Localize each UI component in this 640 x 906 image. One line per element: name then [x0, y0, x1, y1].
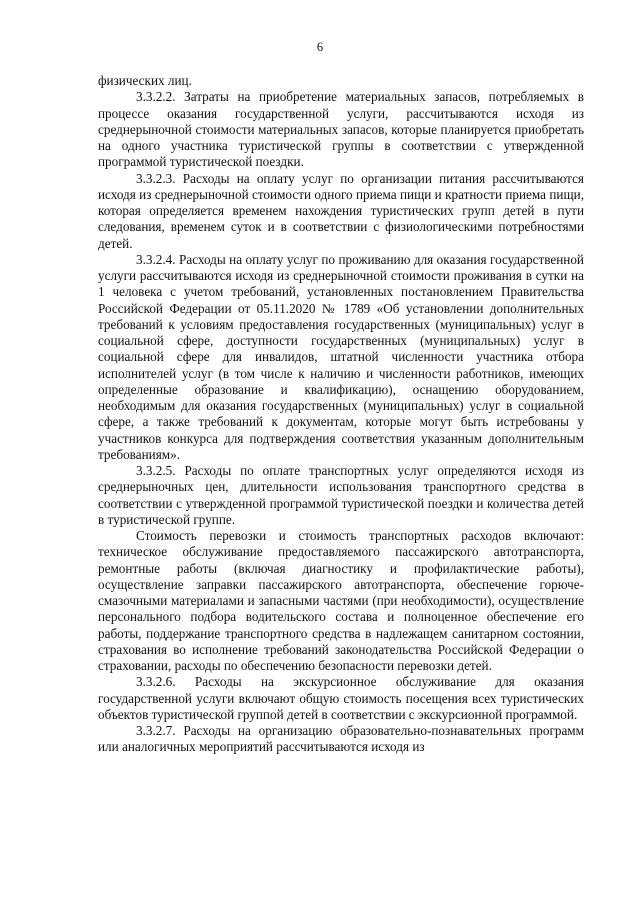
paragraph-3-3-2-2: 3.3.2.2. Затраты на приобретение материальных запасов, потребляемых в процессе оказания государственной услуги, рассчитываются исходя из среднерыночной стоимости материальных запасов, которые планируется приобретать на одного участника туристической группы в соответствии с утвержденной программой туристической поездки.	[98, 89, 584, 170]
paragraph-3-3-2-7: 3.3.2.7. Расходы на организацию образовательно-познавательных программ или аналогичных мероприятий рассчитываются исходя из	[98, 723, 584, 755]
paragraph-3-3-2-5: 3.3.2.5. Расходы по оплате транспортных услуг определяются исходя из среднерыночных цен, длительности использования транспортного средства в соответствии с утвержденной программой туристической поездки и количества детей в туристической группе.	[98, 463, 584, 527]
paragraph-continuation: физических лиц.	[98, 73, 192, 88]
paragraph-3-3-2-3: 3.3.2.3. Расходы на оплату услуг по организации питания рассчитываются исходя из среднерыночной стоимости одного приема пищи и кратности приема пищи, которая определяется временем нахождения туристических групп детей в пути следования, временем суток и в соответствии с физиологическими потребностями детей.	[98, 170, 584, 251]
paragraph-3-3-2-4: 3.3.2.4. Расходы на оплату услуг по проживанию для оказания государственной услуги рассчитываются исходя из среднерыночной стоимости проживания в сутки на 1 человека с учетом требований, установленных постановлением Правительства Российской Федерации от 05.11.2020 № 1789 «Об установлении дополнительных требований к условиям предоставления государственных (муниципальных) услуг в социальной сфере, доступности государственных (муниципальных) услуг в социальной сфере для инвалидов, штатной численности участника отбора исполнителей услуг (в том числе к наличию и численности работников, имеющих определенные образование и квалификацию), оснащению оборудованием, необходимым для оказания государственных (муниципальных) услуг в социальной сфере, а также требований к документам, которые могут быть истребованы у участников конкурса для подтверждения соответствия указанным дополнительным требованиям».	[98, 251, 584, 462]
paragraph-transport-costs: Стоимость перевозки и стоимость транспортных расходов включают: техническое обслуживание предоставляемого пассажирского автотранспорта, ремонтные работы (включая диагностику и профилактические работы), осуществление заправки пассажирского автотранспорта, обеспечение горюче-смазочными материалами и запасными частями (при необходимости), осуществление персонального подбора водительского состава и полноценное обеспечение его работы, поддержание транспортного средства в надлежащем санитарном состоянии, страхования во исполнение требований законодательства Российской Федерации о страховании, расходы по обеспечению безопасности перевозки детей.	[98, 528, 584, 673]
page-number: 6	[316, 40, 324, 54]
body-text	[98, 73, 584, 756]
paragraph-3-3-2-6: 3.3.2.6. Расходы на экскурсионное обслуживание для оказания государственной услуги включают общую стоимость посещения всех туристических объектов туристической группой детей в соответствии с экскурсионной программой.	[98, 674, 584, 722]
